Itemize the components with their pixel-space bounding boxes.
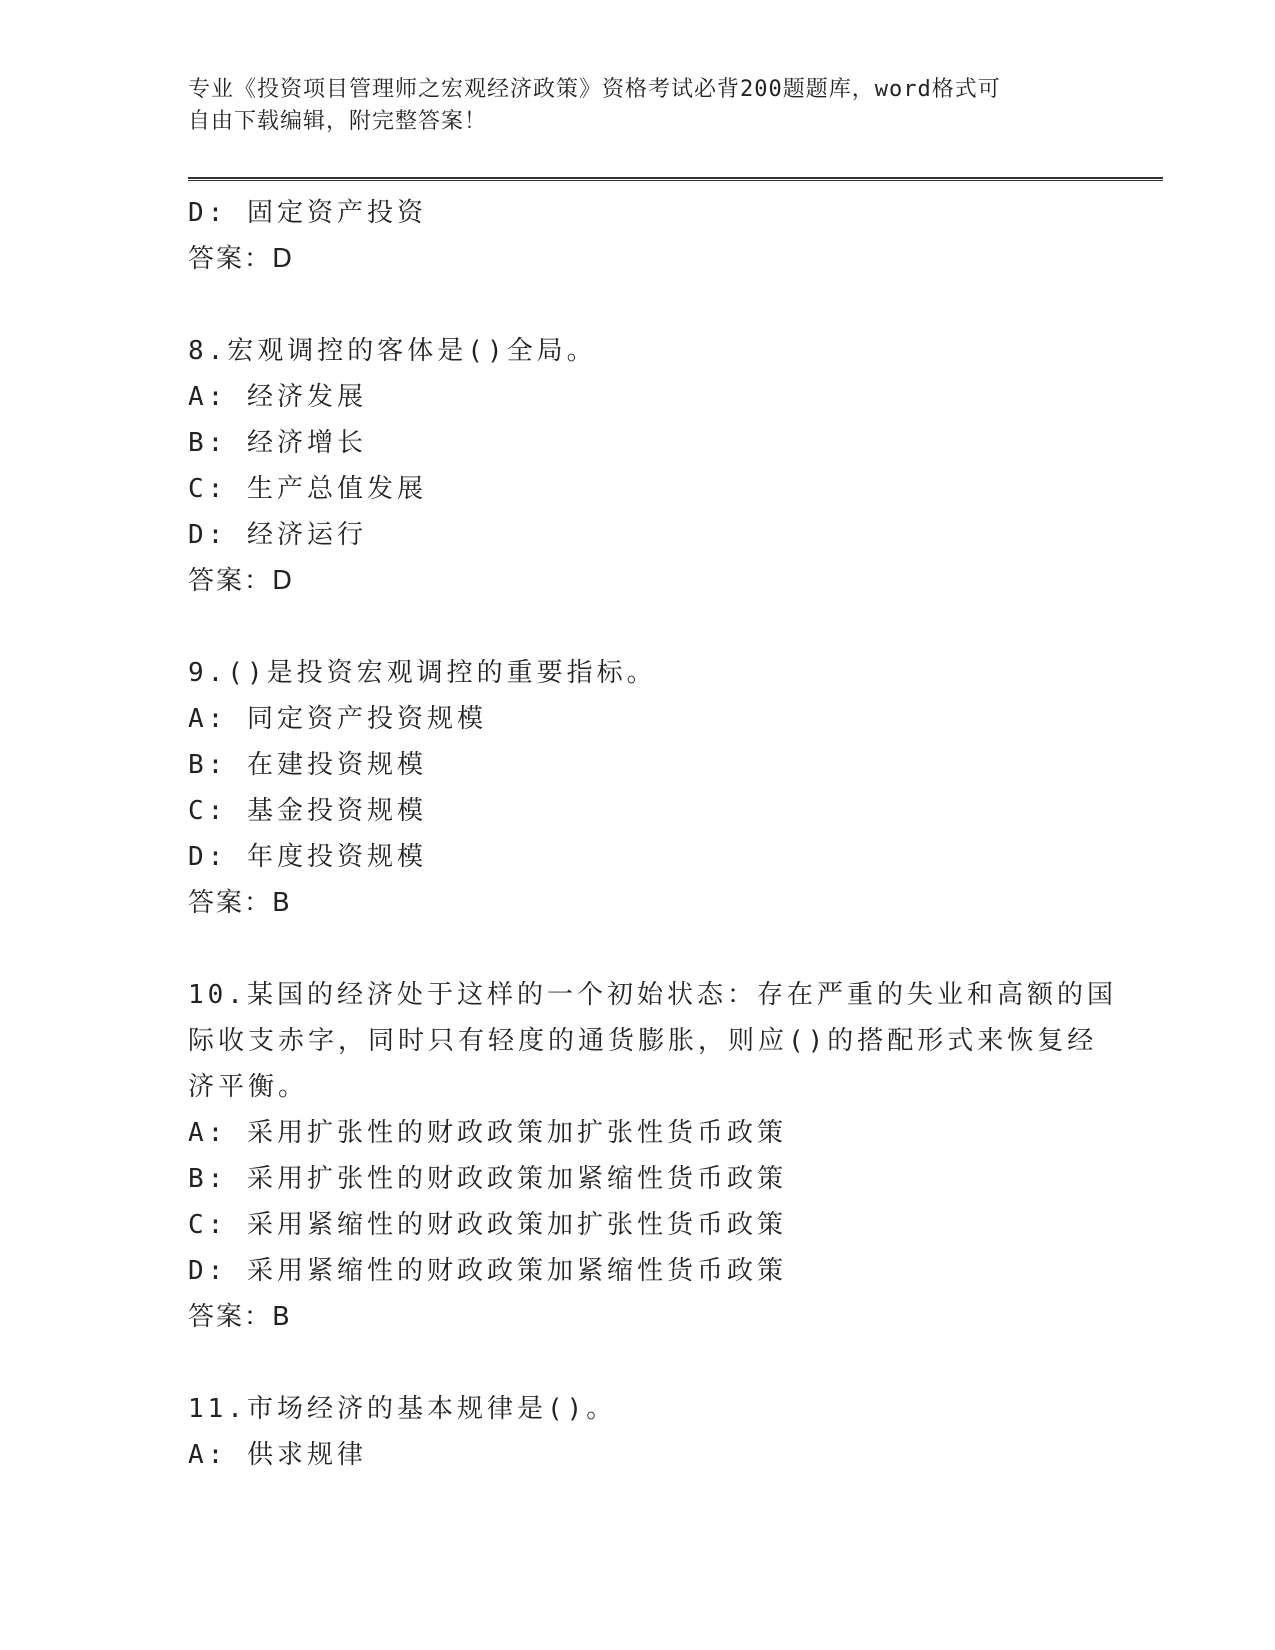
option-d: D: 年度投资规模	[188, 842, 427, 872]
spacer	[188, 282, 1088, 328]
answer: 答案：D	[188, 566, 295, 596]
question-list	[188, 190, 1117, 1478]
answer: 答案：B	[188, 888, 292, 918]
answer: 答案：D	[188, 244, 295, 274]
option-c: C: 基金投资规模	[188, 796, 427, 826]
question-11	[188, 1386, 1088, 1478]
question-stem-line-2: 际收支赤字，同时只有轻度的通货膨胀，则应()的搭配形式来恢复经	[188, 1026, 1098, 1056]
question-8	[188, 328, 1088, 604]
option-d: D: 采用紧缩性的财政政策加紧缩性货币政策	[188, 1256, 787, 1286]
option-c: C: 采用紧缩性的财政政策加扩张性货币政策	[188, 1210, 787, 1240]
option-b: B: 采用扩张性的财政政策加紧缩性货币政策	[188, 1164, 787, 1194]
header-line-1: 专业《投资项目管理师之宏观经济政策》资格考试必背200题题库，word格式可	[188, 77, 1001, 102]
question-stem: 11.市场经济的基本规律是()。	[188, 1394, 617, 1424]
option-d: D: 固定资产投资	[188, 198, 427, 228]
question-stem-line-3: 济平衡。	[188, 1072, 309, 1102]
spacer	[188, 926, 1088, 972]
option-d: D: 经济运行	[188, 520, 367, 550]
option-a: A: 采用扩张性的财政政策加扩张性货币政策	[188, 1118, 787, 1148]
header-line-2: 自由下载编辑，附完整答案！	[188, 109, 488, 134]
option-a: A: 同定资产投资规模	[188, 704, 487, 734]
spacer	[188, 604, 1088, 650]
header-divider	[188, 177, 1163, 181]
question-stem: 8.宏观调控的客体是()全局。	[188, 336, 597, 366]
question-stem-line-1: 10.某国的经济处于这样的一个初始状态：存在严重的失业和高额的国	[188, 980, 1117, 1010]
spacer	[188, 1340, 1088, 1386]
option-b: B: 经济增长	[188, 428, 367, 458]
option-a: A: 经济发展	[188, 382, 367, 412]
document-header	[188, 74, 1088, 138]
answer: 答案：B	[188, 1302, 292, 1332]
option-a: A: 供求规律	[188, 1440, 367, 1470]
question-stem: 9.()是投资宏观调控的重要指标。	[188, 658, 657, 688]
question-10	[188, 972, 1117, 1340]
question-9	[188, 650, 1088, 926]
option-b: B: 在建投资规模	[188, 750, 427, 780]
option-c: C: 生产总值发展	[188, 474, 427, 504]
question-previous	[188, 190, 1088, 282]
